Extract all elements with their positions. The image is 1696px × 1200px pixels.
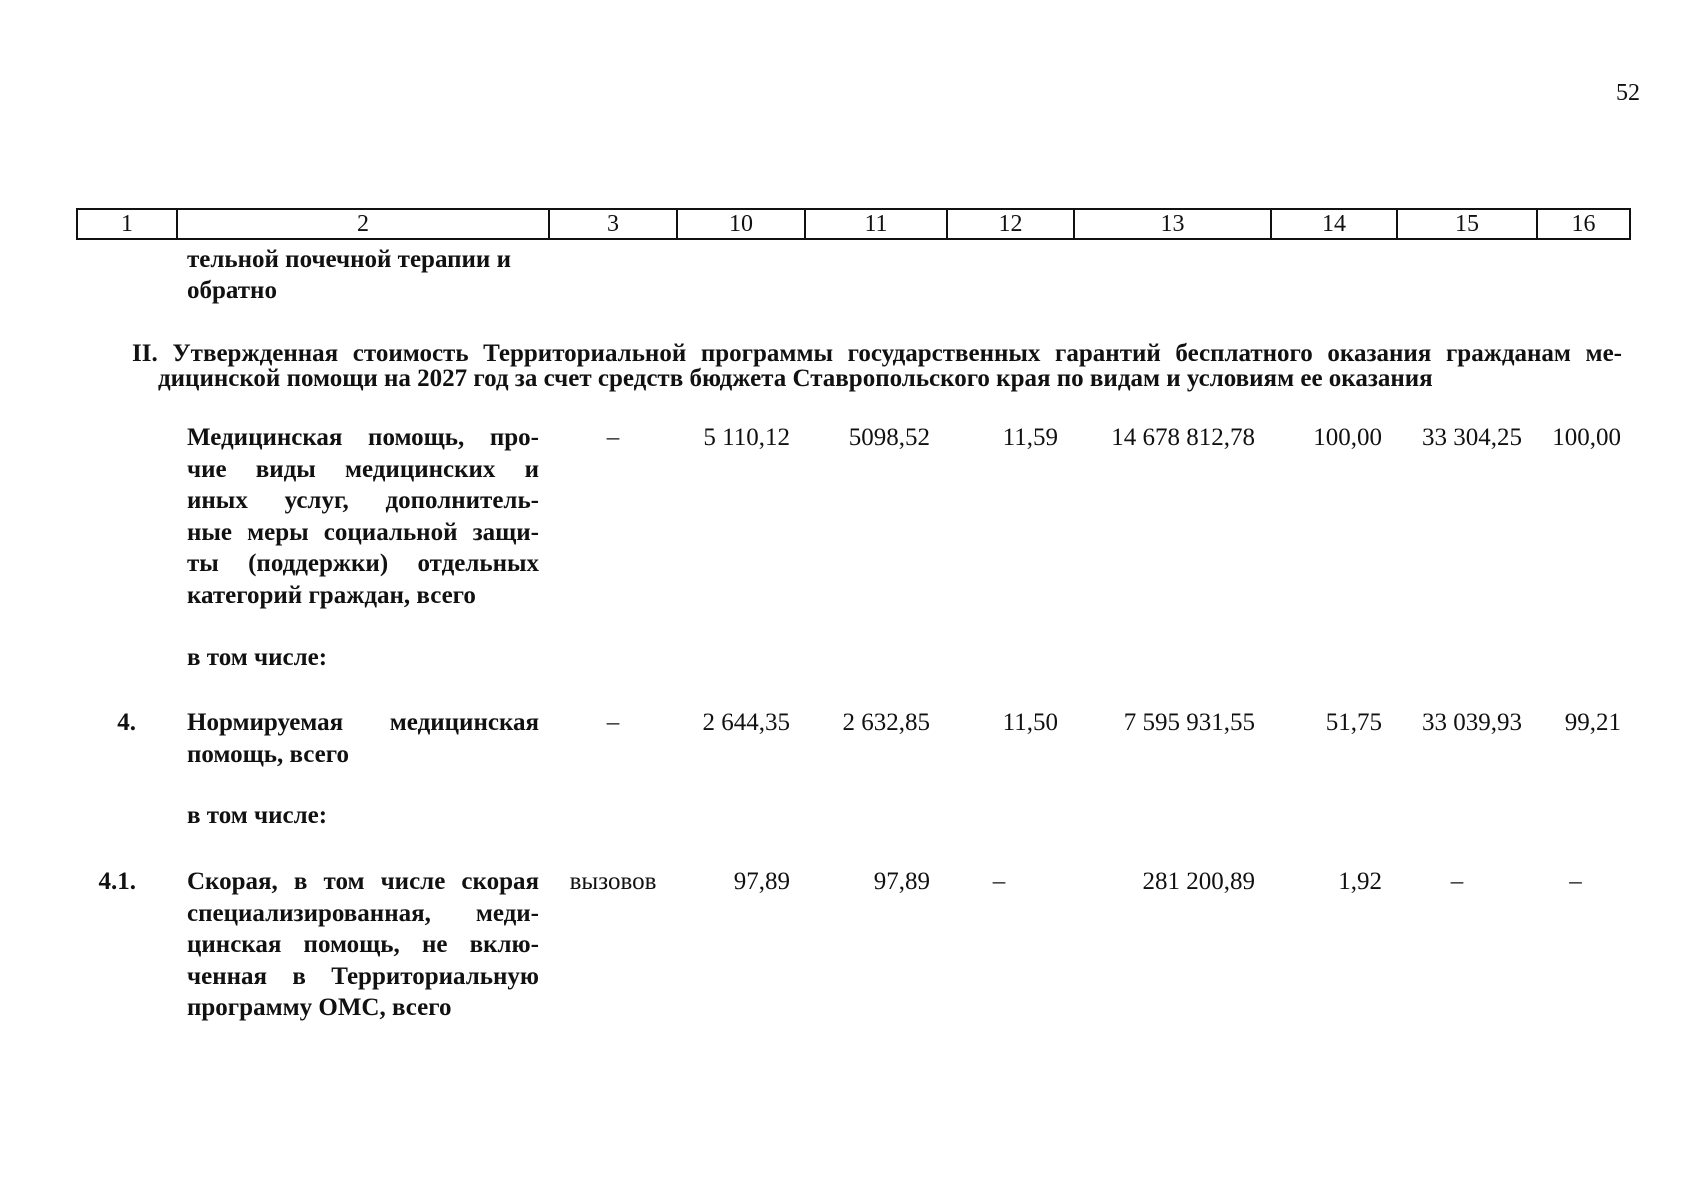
cell-col-14: 51,75 (1325, 709, 1382, 736)
cell-col-11: 5098,52 (848, 424, 930, 451)
page-number: 52 (1616, 80, 1640, 106)
column-header-cell: 16 (1537, 209, 1630, 239)
desc-line: иных услуг, дополнитель- (187, 487, 539, 514)
section-title-line: II. Утвержденная стоимость Территориальной программы государственных гарантий бесплатного оказания гражданам ме- (132, 340, 1622, 367)
row-description (187, 866, 539, 1024)
cell-col-15: 33 304,25 (1422, 424, 1522, 451)
desc-line: помощь, всего (187, 740, 349, 768)
row-unit: – (606, 424, 620, 451)
desc-line: чие виды медицинских и (187, 455, 539, 483)
column-header-cell: 3 (549, 209, 677, 239)
section-title-line: дицинской помощи на 2027 год за счет средств бюджета Ставропольского края по видам и условиям ее оказания (158, 365, 1433, 392)
section-title (132, 341, 1622, 391)
cell-col-15: 33 039,93 (1422, 709, 1522, 736)
subheading: в том числе: (187, 644, 328, 671)
column-header-row (77, 209, 1630, 239)
column-header-cell: 12 (947, 209, 1074, 239)
cell-col-10: 2 644,35 (702, 709, 790, 736)
subheading: в том числе: (187, 802, 328, 829)
row-number: 4. (117, 709, 136, 736)
cell-col-14: 1,92 (1338, 868, 1382, 895)
cell-col-11: 2 632,85 (842, 709, 930, 736)
cell-col-12: – (992, 868, 1006, 895)
desc-line: специализированная, меди- (187, 899, 539, 927)
row-unit: вызовов (569, 868, 657, 895)
column-header-cell: 13 (1074, 209, 1271, 239)
cell-col-10: 5 110,12 (703, 424, 790, 451)
column-header-cell: 14 (1271, 209, 1397, 239)
row-number: 4.1. (98, 868, 136, 895)
cell-col-10: 97,89 (733, 868, 790, 895)
cell-col-12: 11,59 (1002, 424, 1058, 451)
row-description (187, 422, 539, 611)
row-description (187, 707, 539, 770)
column-header-cell: 15 (1397, 209, 1537, 239)
cell-col-13: 281 200,89 (1142, 868, 1255, 895)
desc-line: цинская помощь, не вклю- (187, 931, 539, 958)
desc-line: категорий граждан, всего (187, 581, 476, 609)
column-header-cell: 11 (805, 209, 947, 239)
cell-col-12: 11,50 (1002, 709, 1058, 736)
column-header-table (76, 208, 1631, 240)
desc-line: ты (поддержки) отдельных (187, 550, 539, 577)
row-unit: – (606, 709, 620, 736)
column-header-cell: 2 (177, 209, 549, 239)
desc-line: Нормируемая медицинская (187, 709, 539, 736)
cell-col-16: 99,21 (1564, 709, 1621, 736)
column-header-cell: 1 (77, 209, 177, 239)
cell-col-14: 100,00 (1313, 424, 1382, 451)
column-header-cell: 10 (677, 209, 805, 239)
cell-col-13: 14 678 812,78 (1111, 424, 1255, 451)
cell-col-16: – (1569, 868, 1582, 895)
cell-col-16: 100,00 (1552, 424, 1621, 451)
desc-line: Скорая, в том числе скорая (187, 868, 539, 895)
desc-line: ные меры социальной защи- (187, 518, 539, 546)
continued-line: обратно (187, 277, 277, 304)
continued-line: тельной почечной терапии и (187, 246, 511, 273)
cell-col-13: 7 595 931,55 (1123, 709, 1255, 736)
cell-col-15: – (1450, 868, 1464, 895)
desc-line: программу ОМС, всего (187, 994, 452, 1021)
desc-line: Медицинская помощь, про- (187, 424, 539, 451)
continued-description (187, 244, 547, 306)
cell-col-11: 97,89 (873, 868, 930, 895)
desc-line: ченная в Территориальную (187, 962, 539, 990)
